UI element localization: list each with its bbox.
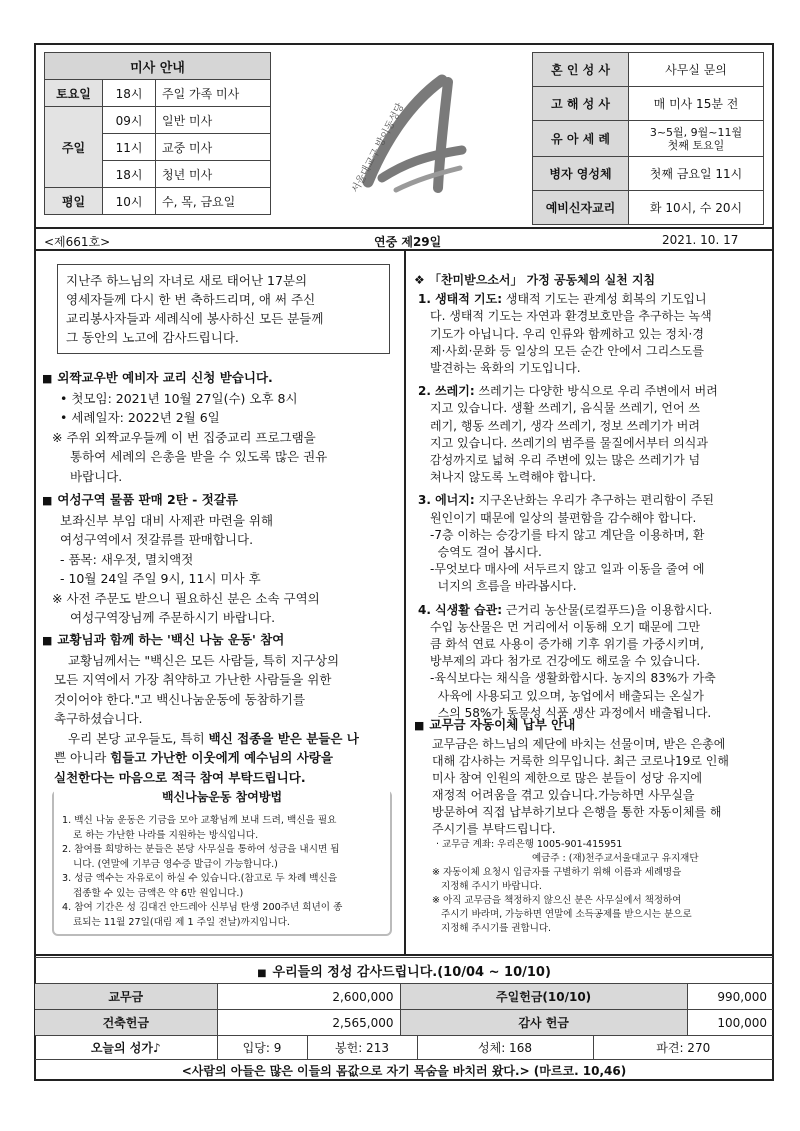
- mass-time: 09시: [103, 107, 156, 134]
- vaccine-paragraph-line: 것이어야 한다."고 백신나눔운동에 동참하기를: [54, 691, 306, 707]
- note-line: ※ 사전 주문도 받으니 필요하신 분은 소속 구역의: [52, 590, 320, 606]
- vaccine-method-title-wrap: [54, 790, 390, 805]
- hymn-recessional: 파견: 270: [593, 1036, 773, 1060]
- mass-desc: 일반 미사: [156, 107, 271, 134]
- guideline-line: 지고 있습니다. 생활 쓰레기, 음식물 쓰레기, 언어 쓰: [430, 401, 700, 416]
- tithe-line: 대해 감사하는 거룩한 의무입니다. 최근 코로나19로 인해: [432, 754, 729, 768]
- guideline-heading: 3. 에너지:: [418, 493, 475, 508]
- method-line: 3. 성금 액수는 자유로이 하실 수 있습니다.(참고로 두 차례 백신을: [62, 873, 338, 884]
- mass-title: 미사 안내: [45, 53, 271, 80]
- mass-desc: 청년 미사: [156, 161, 271, 188]
- mass-desc: 주일 가족 미사: [156, 80, 271, 107]
- offering-divider: [34, 954, 774, 956]
- sacrament-label: 고 해 성 사: [533, 87, 629, 121]
- tithe-line: 재정적 어려움을 겪고 있습니다.가능하면 사무실을: [432, 788, 695, 802]
- sacrament-label: 유 아 세 례: [533, 121, 629, 157]
- section-catechism: [42, 368, 398, 486]
- guideline-line: 발견하는 육화의 기도입니다.: [430, 361, 581, 376]
- sale-line: 여성구역에서 젓갈류를 판매합니다.: [60, 532, 254, 547]
- laudato-si-section: [414, 272, 770, 722]
- offering-label: 감사 헌금: [400, 1010, 687, 1036]
- guideline-line: 레기, 행동 쓰레기, 생각 쓰레기, 정보 쓰레기가 버려: [430, 418, 700, 433]
- section-title: 외짝교우반 예비자 교리 신청 받습니다.: [57, 370, 273, 385]
- greeting-line: 지난주 하느님의 자녀로 새로 태어난 17분의: [66, 273, 308, 288]
- tithe-line: 주시기를 부탁드립니다.: [432, 822, 556, 836]
- square-bullet-icon: ■: [42, 494, 53, 507]
- sacrament-value-line: 첫째 토요일: [667, 138, 725, 152]
- guideline-line: 근거리 농산물(로컬푸드)을 이용합시다.: [505, 602, 713, 617]
- sacrament-value: 화 10시, 수 20시: [629, 191, 764, 225]
- offering-title: 우리들의 정성 감사드립니다.(10/04 ~ 10/10): [272, 965, 551, 980]
- bible-verse: <사람의 아들은 많은 이들의 몸값으로 자기 목숨을 바치러 왔다.> (마르코. 10,46): [35, 1060, 773, 1082]
- tithe-line: 미사 참여 인원의 제한으로 많은 분들이 성당 유지에: [432, 771, 703, 785]
- hymn-offertory: 봉헌: 213: [307, 1036, 417, 1060]
- section-title: 교무금 자동이체 납부 안내: [429, 717, 576, 732]
- sacrament-value-line: 3~5월, 9월~11월: [649, 125, 743, 139]
- bullet-icon: •: [60, 410, 72, 425]
- sale-line: 보좌신부 부임 대비 사제관 마련을 위해: [60, 512, 274, 528]
- hymn-entrance: 입당: 9: [217, 1036, 307, 1060]
- sacrament-value: 사무실 문의: [629, 53, 764, 87]
- note-line: ※ 주위 외짝교우들께 이 번 집중교리 프로그램을: [52, 429, 316, 445]
- issue-week: 연중 제29일: [374, 235, 442, 249]
- square-bullet-icon: ■: [257, 968, 267, 979]
- method-line: 로 하는 가난한 나라를 지원하는 방식입니다.: [73, 829, 259, 841]
- sacrament-value: [629, 121, 764, 157]
- offering-label: 교무금: [35, 984, 217, 1010]
- section-vaccine: [42, 630, 400, 787]
- square-bullet-icon: ■: [42, 372, 53, 385]
- guideline-line: 수입 농산물은 먼 거리에서 이동해 오기 때문에 그만: [430, 619, 701, 634]
- sacrament-label: 예비신자교리: [533, 191, 629, 225]
- mass-time: 11시: [103, 134, 156, 161]
- guideline-item: [414, 602, 770, 619]
- vaccine-method-title: 백신나눔운동 참여방법: [154, 790, 290, 804]
- guideline-line: 방부제의 과다 첨가로 건강에도 해로울 수 있습니다.: [430, 654, 701, 669]
- mass-desc: 교중 미사: [156, 134, 271, 161]
- greeting-line: 영세자들께 다시 한 번 축하드리며, 애 써 주신: [66, 292, 316, 307]
- guideline-line: 사육에 사용되고 있으며, 농업에서 배출되는 온실가: [430, 688, 704, 703]
- text-run-bold: 백신 접종을 받은 분들은 나: [208, 730, 359, 746]
- mass-desc: 수, 목, 금요일: [156, 188, 271, 215]
- issue-bar: [34, 227, 774, 251]
- guideline-line: 기도가 아닙니다. 우리 인류와 함께하고 있는 정치·경: [430, 326, 704, 341]
- issue-date: 2021. 10. 17: [662, 233, 739, 247]
- vaccine-paragraph-line: 실천한다는 마음으로 적극 참여 부탁드립니다.: [54, 769, 306, 785]
- guideline-line: 너지의 흐름을 바라봅시다.: [430, 579, 577, 594]
- guideline-line: 생태적 기도는 관계성 회복의 기도입니: [505, 292, 707, 307]
- method-line: 료되는 11월 27일(대림 제 1 주일 전날)까지입니다.: [73, 916, 290, 928]
- hymn-label: 오늘의 성가♪: [35, 1036, 217, 1060]
- section-sale: [42, 490, 398, 628]
- method-line: 2. 참여를 희망하는 분들은 본당 사무실을 통하여 성금을 내시면 됩: [62, 844, 340, 855]
- guideline-heading: 4. 식생활 습관:: [418, 602, 503, 617]
- hymn-table: [35, 1035, 773, 1082]
- catechism-first-meeting: 첫모임: 2021년 10월 27일(수) 오후 8시: [71, 390, 298, 406]
- vaccine-paragraph-line: 모든 지역에서 가장 취약하고 가난한 사람들을 위한: [54, 672, 332, 687]
- greeting-line: 교리봉사자들과 세례식에 봉사하신 모든 분들께: [66, 311, 324, 326]
- guideline-item: [414, 291, 770, 308]
- sale-line: - 품목: 새우젓, 멸치액젓: [60, 551, 194, 567]
- method-line: 4. 참여 기간은 성 김대건 안드레아 신부님 탄생 200주년 희년이 종: [62, 902, 343, 913]
- tithe-section: [414, 716, 770, 936]
- bullet-icon: •: [60, 390, 72, 406]
- offering-amount: 990,000: [687, 984, 773, 1010]
- guideline-line: 쳐나지 않도록 노력해야 합니다.: [430, 470, 596, 485]
- tithe-account-holder: 예금주 : (재)천주교서울대교구 유지재단: [532, 853, 699, 864]
- note-line: 통하여 세례의 은총을 받을 수 있도록 많은 권유: [70, 449, 328, 464]
- mass-time: 10시: [103, 188, 156, 215]
- text-run: 우리 본당 교우들도, 특히: [68, 730, 205, 746]
- offering-amount: 2,600,000: [217, 984, 400, 1010]
- offering-table: [35, 957, 773, 1036]
- sale-line: - 10월 24일 주일 9시, 11시 미사 후: [60, 571, 261, 586]
- offering-title-cell: [35, 958, 773, 984]
- column-divider: [404, 251, 406, 954]
- mass-day: 토요일: [45, 80, 103, 107]
- tithe-note: 지정해 주시기를 권합니다.: [432, 923, 552, 934]
- catechism-baptism-date: 세례일자: 2022년 2월 6일: [71, 410, 220, 425]
- tithe-note: ※ 아직 교무금을 책정하지 않으신 분은 사무실에서 책정하여: [432, 895, 682, 906]
- tithe-note: 주시기 바라며, 가능하면 연말에 소득공제를 받으시는 분으로: [432, 909, 692, 920]
- diamond-bullet-icon: ❖: [414, 273, 425, 287]
- logo-text: 서울대교구 방이동성당: [350, 101, 407, 195]
- method-line: 1. 백신 나눔 운동은 기금을 모아 교황님께 보내 드려, 백신을 필요: [62, 815, 337, 826]
- hymn-communion: 성체: 168: [417, 1036, 593, 1060]
- sacraments-table: [532, 52, 764, 225]
- guideline-heading: 1. 생태적 기도:: [418, 292, 503, 307]
- section-title: 「찬미받으소서」 가정 공동체의 실천 지침: [428, 273, 656, 287]
- tithe-note: 지정해 주시기 바랍니다.: [432, 881, 542, 892]
- greeting-box: [57, 264, 390, 354]
- church-logo: [320, 60, 480, 210]
- vaccine-paragraph-line: [42, 729, 400, 749]
- offering-label: 주일헌금(10/10): [400, 984, 687, 1010]
- guideline-heading: 2. 쓰레기:: [418, 384, 475, 399]
- greeting-line: 그 동안의 노고에 감사드립니다.: [66, 330, 239, 345]
- mass-time: 18시: [103, 80, 156, 107]
- mass-schedule-table: [44, 52, 271, 215]
- tithe-account: · 교무금 계좌: 우리은행 1005-901-415951: [436, 839, 623, 850]
- sacrament-value: 첫째 금요일 11시: [629, 157, 764, 191]
- method-line: 니다. (연말에 기부금 영수증 발급이 가능합니다.): [73, 858, 278, 870]
- square-bullet-icon: ■: [42, 634, 53, 647]
- text-run: 쁜 아니라: [54, 750, 107, 765]
- guideline-line: 제·사회·문화 등 일상의 모든 순간 안에서 그리스도를: [430, 343, 704, 358]
- guideline-item: [414, 492, 770, 509]
- tithe-note: ※ 자동이체 요청시 입금자를 구별하기 위해 이름과 세례명을: [432, 867, 682, 878]
- square-bullet-icon: ■: [414, 719, 425, 732]
- text-run-bold: 힘들고 가난한 이웃에게 예수님의 사랑을: [110, 750, 333, 765]
- vaccine-method-box: [52, 790, 392, 936]
- guideline-line: -7층 이하는 승강기를 타지 않고 계단을 이용하며, 환: [430, 527, 705, 542]
- guideline-line: 원인이기 때문에 일상의 불편함을 감수해야 합니다.: [430, 510, 697, 525]
- guideline-line: 쓰레기는 다양한 방식으로 우리 주변에서 버려: [478, 384, 718, 399]
- mass-time: 18시: [103, 161, 156, 188]
- method-line: 접종할 수 있는 금액은 약 6만 원입니다.): [73, 887, 244, 899]
- mass-day: 주일: [45, 107, 103, 188]
- tithe-line: 방문하여 직접 납부하기보다 은행을 통한 자동이체를 해: [432, 805, 722, 819]
- section-title: 여성구역 물품 판매 2탄 - 젓갈류: [57, 492, 238, 507]
- sacrament-value: 매 미사 15분 전: [629, 87, 764, 121]
- guideline-line: 스의 58%가 동물성 식품 생산 과정에서 배출됩니다.: [430, 705, 712, 720]
- guideline-line: -무엇보다 매사에 서두르지 않고 일과 이동을 줄여 에: [430, 562, 705, 577]
- offering-label: 건축헌금: [35, 1010, 217, 1036]
- vaccine-paragraph-line: 교황님께서는 "백신은 모든 사람들, 특히 지구상의: [68, 652, 340, 668]
- guideline-line: 감성까지로 넓혀 우리 주변에 있는 많은 쓰레기가 넘: [430, 453, 701, 468]
- guideline-line: 큼 화석 연료 사용이 증가해 기후 위기를 가중시키며,: [430, 637, 704, 652]
- guideline-line: 다. 생태적 기도는 자연과 환경보호만을 추구하는 녹색: [430, 309, 712, 324]
- vaccine-paragraph-line: [42, 748, 400, 768]
- vaccine-paragraph-line: 촉구하셨습니다.: [54, 711, 143, 726]
- mass-day: 평일: [45, 188, 103, 215]
- logo-mark-icon: [320, 60, 480, 210]
- guideline-line: -육식보다는 채식을 생활화합시다. 농지의 83%가 가축: [430, 671, 716, 686]
- sacrament-label: 병자 영성체: [533, 157, 629, 191]
- offering-amount: 100,000: [687, 1010, 773, 1036]
- guideline-line: 지고 있습니다. 쓰레기의 범주를 물질에서부터 의식과: [430, 435, 708, 450]
- section-title: 교황님과 함께 하는 '백신 나눔 운동' 참여: [57, 632, 285, 647]
- guideline-item: [414, 383, 770, 400]
- note-line: 여성구역장님께 주문하시기 바랍니다.: [70, 610, 276, 625]
- guideline-line: 승역도 걸어 봅시다.: [430, 545, 542, 560]
- issue-number: <제661호>: [44, 235, 111, 249]
- note-line: 바랍니다.: [70, 468, 123, 484]
- guideline-line: 지구온난화는 우리가 추구하는 편리함이 주된: [478, 493, 715, 508]
- offering-amount: 2,565,000: [217, 1010, 400, 1036]
- sacrament-label: 혼 인 성 사: [533, 53, 629, 87]
- tithe-line: 교무금은 하느님의 제단에 바치는 선물이며, 받은 은총에: [432, 737, 726, 751]
